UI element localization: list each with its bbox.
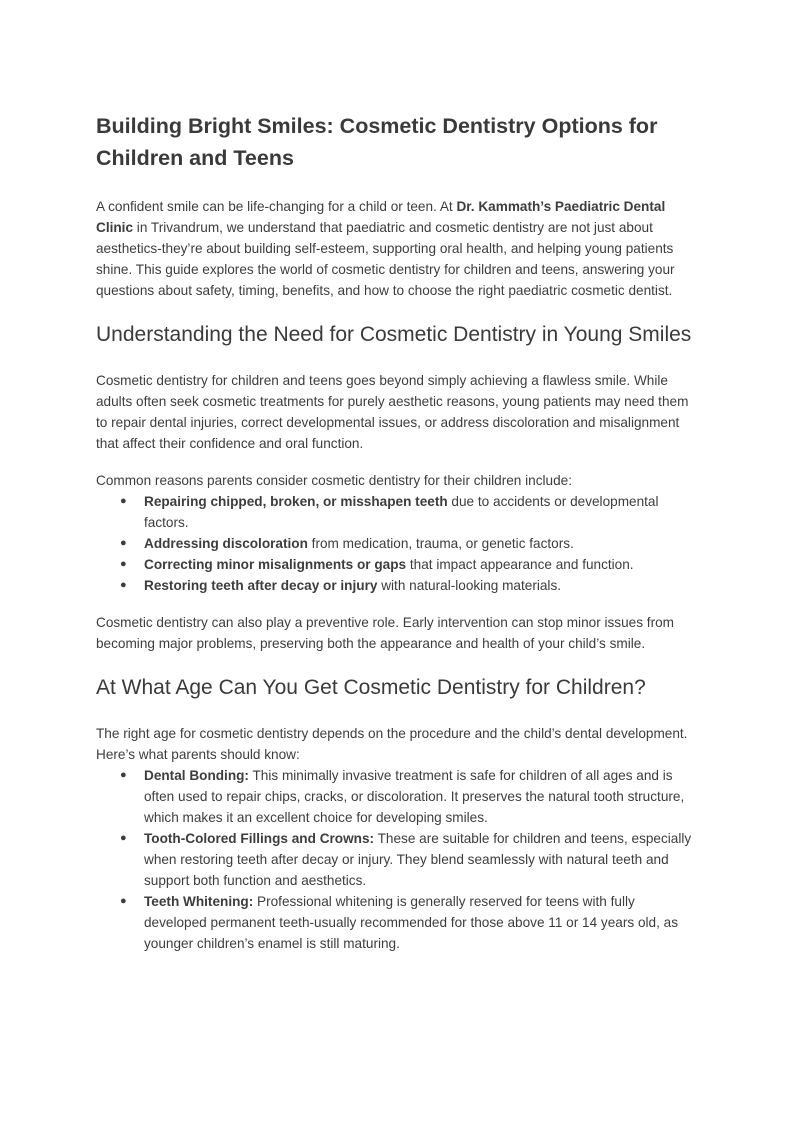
- list-item: [96, 828, 700, 891]
- list-item-text: that impact appearance and function.: [406, 557, 634, 572]
- list-item: [96, 554, 700, 575]
- intro-paragraph: [96, 196, 700, 301]
- bullet-icon: ●: [120, 895, 127, 907]
- list-item-text: from medication, trauma, or genetic factors.: [307, 536, 574, 551]
- bullet-icon: ●: [120, 537, 127, 549]
- intro-text-2: in Trivandrum, we understand that paediatric and cosmetic dentistry are not just about aesthetics-they’re about building self-esteem, supporting oral health, and helping young patients shine. This guide explores the world of cosmetic dentistry for children and teens, answering your questions about safety, timing, benefits, and how to choose the right paediatric cosmetic dentist.: [96, 220, 675, 298]
- list-item-text: due to accidents or developmental factors.: [144, 494, 659, 530]
- section2-paragraph-1: The right age for cosmetic dentistry depends on the procedure and the child’s dental development. Here’s what parents should know:: [96, 726, 688, 762]
- bullet-icon: ●: [120, 769, 127, 781]
- section-heading-age: At What Age Can You Get Cosmetic Dentistry for Children?: [96, 676, 646, 699]
- list-item: [96, 575, 700, 596]
- list-item: [96, 765, 700, 828]
- procedures-list: [96, 765, 700, 954]
- section1-paragraph-1: Cosmetic dentistry for children and teens goes beyond simply achieving a flawless smile. While adults often seek cosmetic treatments for purely aesthetic reasons, young patients may need them to repair dental injuries, correct developmental issues, or address discoloration and misalignment that affect their confidence and oral function.: [96, 373, 689, 451]
- list-item-text: This minimally invasive treatment is safe for children of all ages and is often used to repair chips, cracks, or discoloration. It preserves the natural tooth structure, which makes it an excellent choice for developing smiles.: [144, 768, 685, 825]
- list-item-text: with natural-looking materials.: [377, 578, 562, 593]
- list-item: [96, 891, 700, 954]
- list-item-text: These are suitable for children and teens, especially when restoring teeth after decay or injury. They blend seamlessly with natural teeth and support both function and aesthetics.: [144, 831, 692, 888]
- section1-paragraph-2: Common reasons parents consider cosmetic dentistry for their children include:: [96, 473, 572, 488]
- document-page: [96, 110, 700, 954]
- list-item-bold: Restoring teeth after decay or injury: [144, 578, 378, 593]
- list-item-text: Professional whitening is generally reserved for teens with fully developed permanent teeth-usually recommended for those above 11 or 14 years old, as younger children’s enamel is still maturing.: [144, 894, 679, 951]
- list-item-bold: Addressing discoloration: [144, 536, 308, 551]
- intro-text-1: A confident smile can be life-changing for a child or teen. At: [96, 199, 457, 214]
- list-item-bold: Tooth-Colored Fillings and Crowns:: [144, 831, 375, 846]
- page-title: Building Bright Smiles: Cosmetic Dentistry Options for Children and Teens: [96, 114, 658, 170]
- section-heading-need: Understanding the Need for Cosmetic Dentistry in Young Smiles: [96, 323, 692, 346]
- list-item-bold: Repairing chipped, broken, or misshapen teeth: [144, 494, 448, 509]
- list-item-bold: Teeth Whitening:: [144, 894, 254, 909]
- reasons-list: [96, 491, 700, 596]
- bullet-icon: ●: [120, 558, 127, 570]
- clinic-name: Dr. Kammath’s Paediatric Dental Clinic: [96, 199, 666, 235]
- section1-paragraph-3: Cosmetic dentistry can also play a preventive role. Early intervention can stop minor issues from becoming major problems, preserving both the appearance and health of your child’s smile.: [96, 615, 674, 651]
- list-item-bold: Dental Bonding:: [144, 768, 249, 783]
- list-item-bold: Correcting minor misalignments or gaps: [144, 557, 407, 572]
- list-item: [96, 533, 700, 554]
- bullet-icon: ●: [120, 579, 127, 591]
- list-item: [96, 491, 700, 533]
- bullet-icon: ●: [120, 495, 127, 507]
- bullet-icon: ●: [120, 832, 127, 844]
